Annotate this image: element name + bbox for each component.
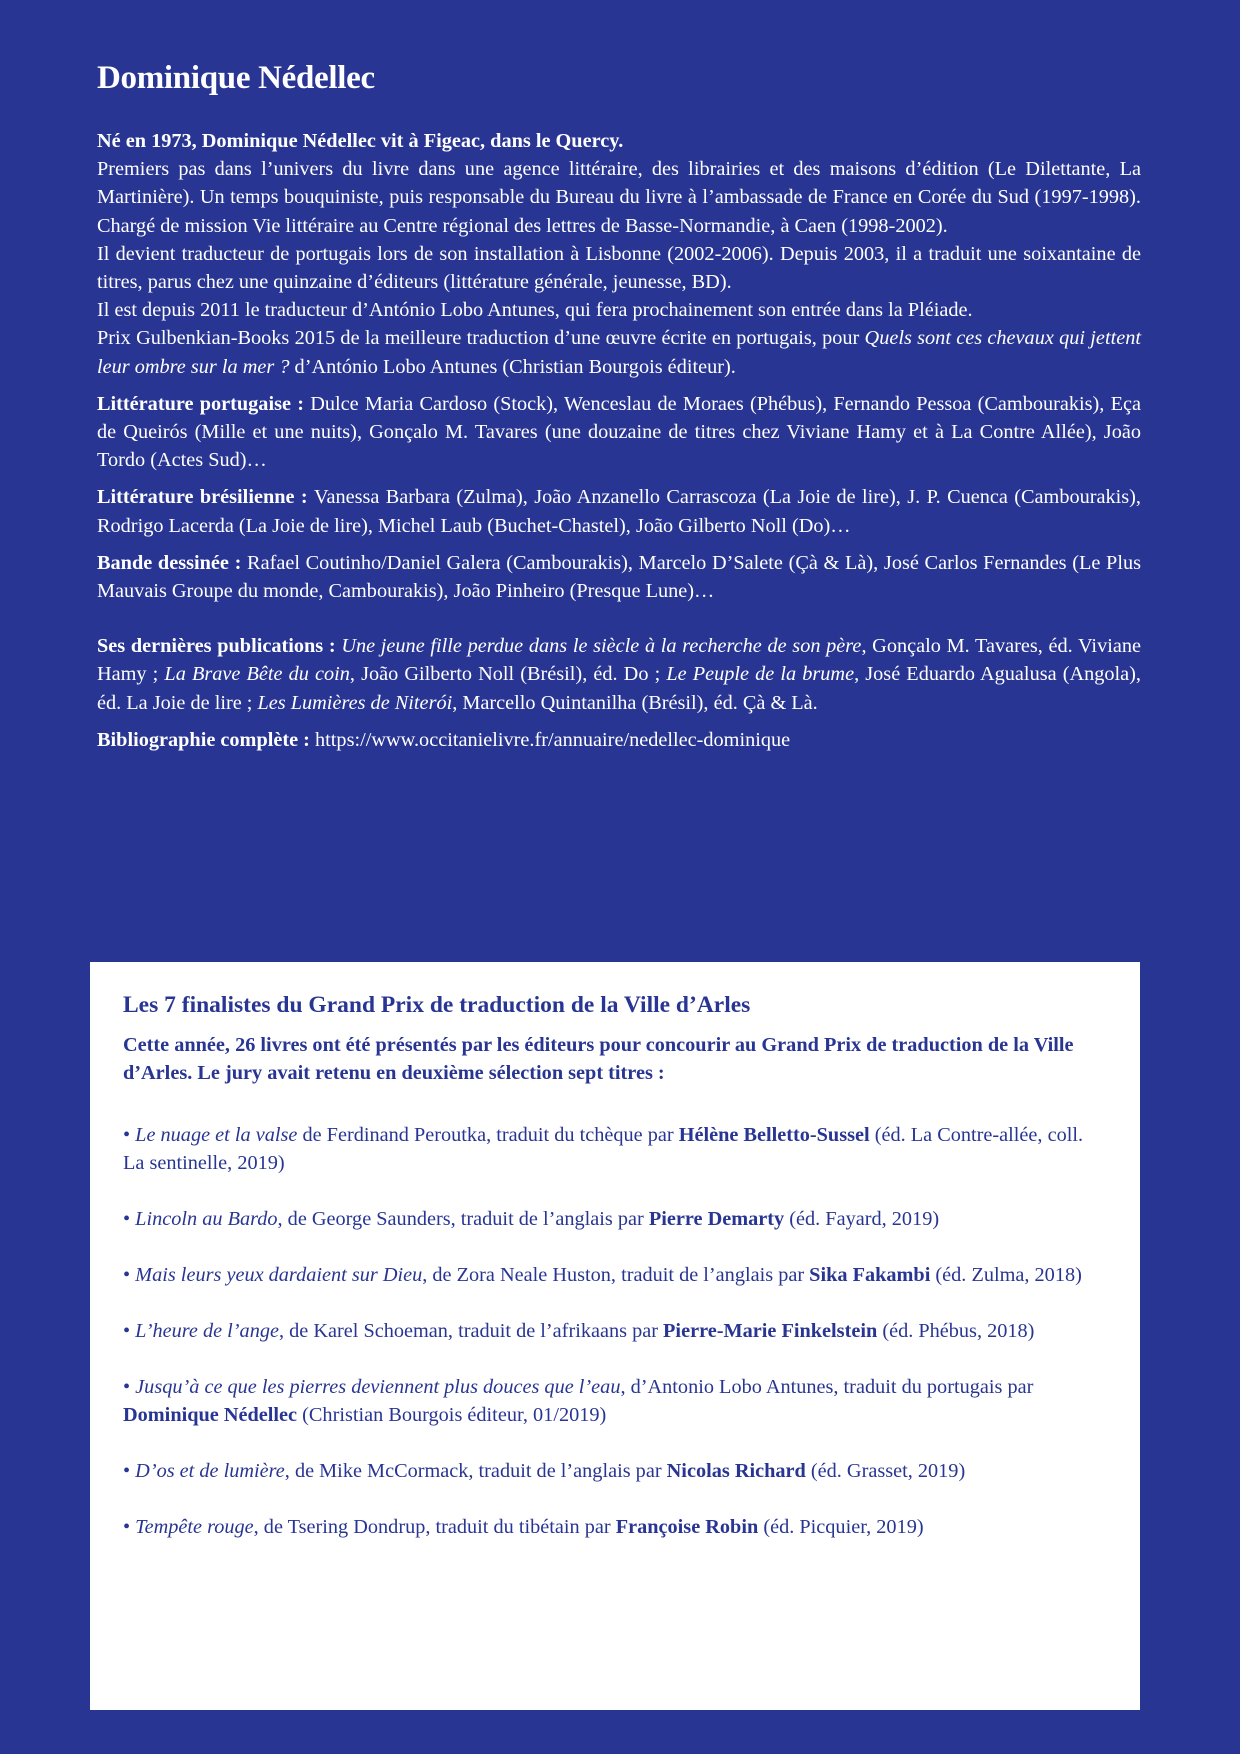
bio-paragraph [97, 240, 1141, 296]
text-run: • [123, 1376, 136, 1398]
biography-section [97, 60, 1141, 754]
text-run: Il devient traducteur de portugais lors de son installation à Lisbonne (2002-2006). Depuis 2003, il a traduit une soixantaine de titres, parus chez une quinzaine d’éditeurs (littérature générale, jeunesse, BD). [97, 242, 1141, 294]
italic-title: D’os et de lumière [135, 1460, 285, 1482]
text-run: (éd. Phébus, 2018) [877, 1320, 1035, 1342]
bold-text: Ses dernières publications : [97, 635, 342, 658]
bold-text: Dominique Nédellec [123, 1404, 298, 1426]
author-name-heading: Dominique Nédellec [97, 60, 375, 96]
bold-text: Pierre Demarty [648, 1208, 785, 1230]
text-run: (éd. La Contre-allée, coll. La sentinelle, 2019) [123, 1124, 1084, 1174]
text-run: , de Tsering Dondrup, traduit du tibétain par [253, 1516, 616, 1538]
text-run: • [123, 1208, 136, 1230]
bio-paragraph [97, 390, 1141, 475]
text-run: d’António Lobo Antunes (Christian Bourgois éditeur). [289, 355, 736, 378]
italic-title: Jusqu’à ce que les pierres deviennent plus douces que l’eau [135, 1376, 621, 1398]
text-run: (Christian Bourgois éditeur, 01/2019) [297, 1404, 607, 1426]
bold-text: Littérature brésilienne : [97, 486, 315, 509]
text-run: Prix Gulbenkian-Books 2015 de la meilleure traduction d’une œuvre écrite en portugais, pour [97, 327, 865, 350]
italic-title: Une jeune fille perdue dans le siècle à la recherche de son père [341, 635, 862, 658]
text-run: , de Mike McCormack, traduit de l’anglais par [284, 1460, 667, 1482]
finalists-intro: Cette année, 26 livres ont été présentés par les éditeurs pour concourir au Grand Prix de traduction de la Ville d’Arles. Le jury avait retenu en deuxième sélection sept titres : [123, 1034, 1074, 1084]
finalist-item [123, 1457, 1107, 1485]
bold-text: Bande dessinée : [97, 551, 248, 574]
italic-title: Tempête rouge [135, 1516, 254, 1538]
bio-paragraph [97, 296, 1141, 324]
finalist-item [123, 1121, 1107, 1177]
text-run[interactable]: https://www.occitanielivre.fr/annuaire/nedellec-dominique [315, 728, 791, 751]
text-run: • [123, 1320, 136, 1342]
text-run: Rafael Coutinho/Daniel Galera (Cambourakis), Marcelo D’Salete (Çà & Là), José Carlos Fernandes (Le Plus Mauvais Groupe du monde, Cambourakis), João Pinheiro (Presque Lune)… [97, 551, 1142, 603]
finalists-box [90, 962, 1140, 1710]
bold-text: Littérature portugaise : [97, 392, 311, 415]
text-run: , d’Antonio Lobo Antunes, traduit du portugais par [620, 1376, 1034, 1398]
text-run: (éd. Fayard, 2019) [784, 1208, 940, 1230]
finalist-item [123, 1317, 1107, 1345]
finalist-item [123, 1205, 1107, 1233]
bold-text: Françoise Robin [615, 1516, 759, 1538]
bio-paragraph [97, 549, 1141, 605]
italic-title: Quels sont ces chevaux qui jettent leur ombre sur la mer ? [97, 327, 1141, 378]
bio-paragraph [97, 324, 1141, 380]
italic-title: Mais leurs yeux dardaient sur Dieu [135, 1264, 423, 1286]
bibliography-link-paragraph [97, 726, 1141, 754]
text-run: (éd. Grasset, 2019) [805, 1460, 966, 1482]
text-run: • [123, 1460, 136, 1482]
text-run: • [123, 1516, 136, 1538]
bio-paragraph [97, 155, 1141, 240]
text-run: de Ferdinand Peroutka, traduit du tchèque par [297, 1124, 679, 1146]
text-run: , João Gilberto Noll (Brésil), éd. Do ; [349, 663, 667, 686]
bold-text: Sika Fakambi [809, 1264, 931, 1286]
italic-title: La Brave Bête du coin [164, 663, 350, 686]
finalists-list [123, 1121, 1107, 1541]
bold-text: Hélène Belletto-Sussel [678, 1124, 870, 1146]
text-run: (éd. Zulma, 2018) [930, 1264, 1082, 1286]
bold-text: Pierre-Marie Finkelstein [663, 1320, 878, 1342]
finalist-item [123, 1513, 1107, 1541]
bold-text: Bibliographie complète : [97, 728, 316, 751]
finalists-heading: Les 7 finalistes du Grand Prix de traduction de la Ville d’Arles [123, 992, 751, 1018]
italic-title: Lincoln au Bardo [135, 1208, 278, 1230]
text-run: Premiers pas dans l’univers du livre dans une agence littéraire, des librairies et des maisons d’édition (Le Dilettante, La Martinière). Un temps bouquiniste, puis responsable du Bureau du livre à l’ambassade de France en Corée du Sud (1997-1998). Chargé de mission Vie littéraire au Centre régional des lettres de Basse-Normandie, à Caen (1998-2002). [97, 158, 1141, 237]
finalist-item [123, 1261, 1107, 1289]
bio-paragraph [97, 632, 1141, 717]
finalist-item [123, 1373, 1107, 1429]
text-run: , de George Saunders, traduit de l’anglais par [277, 1208, 649, 1230]
biography-paragraphs [97, 127, 1141, 754]
italic-title: Le Peuple de la brume [666, 663, 855, 686]
bold-text: Né en 1973, Dominique Nédellec vit à Figeac, dans le Quercy. [97, 130, 624, 152]
italic-title: Le nuage et la valse [135, 1124, 298, 1146]
text-run: • [123, 1124, 136, 1146]
text-run: • [123, 1264, 136, 1286]
italic-title: Les Lumières de Niterói [257, 691, 453, 714]
text-run: , Marcello Quintanilha (Brésil), éd. Çà & Là. [452, 691, 818, 714]
text-run: , José Eduardo Agualusa (Angola), éd. La Joie de lire ; [97, 663, 1141, 714]
text-run: Dulce Maria Cardoso (Stock), Wenceslau de Moraes (Phébus), Fernando Pessoa (Cambourakis), Eça de Queirós (Mille et une nuits), Gonçalo M. Tavares (une douzaine de titres chez Viviane Hamy et à La Contre Allée), João Tordo (Actes Sud)… [97, 392, 1141, 472]
bio-paragraph [97, 483, 1141, 539]
italic-title: L’heure de l’ange [135, 1320, 279, 1342]
bold-text: Nicolas Richard [666, 1460, 806, 1482]
text-run: Il est depuis 2011 le traducteur d’António Lobo Antunes, qui fera prochainement son entrée dans la Pléiade. [97, 299, 973, 322]
text-run: , de Karel Schoeman, traduit de l’afrikaans par [278, 1320, 664, 1342]
text-run: Vanessa Barbara (Zulma), João Anzanello Carrascoza (La Joie de lire), J. P. Cuenca (Cambourakis), Rodrigo Lacerda (La Joie de lire), Michel Laub (Buchet-Chastel), João Gilberto Noll (Do)… [97, 486, 1141, 537]
bio-paragraph [97, 127, 1141, 155]
text-run: , de Zora Neale Huston, traduit de l’anglais par [422, 1264, 810, 1286]
text-run: (éd. Picquier, 2019) [758, 1516, 924, 1538]
text-run: , Gonçalo M. Tavares, éd. Viviane Hamy ; [97, 635, 1141, 686]
